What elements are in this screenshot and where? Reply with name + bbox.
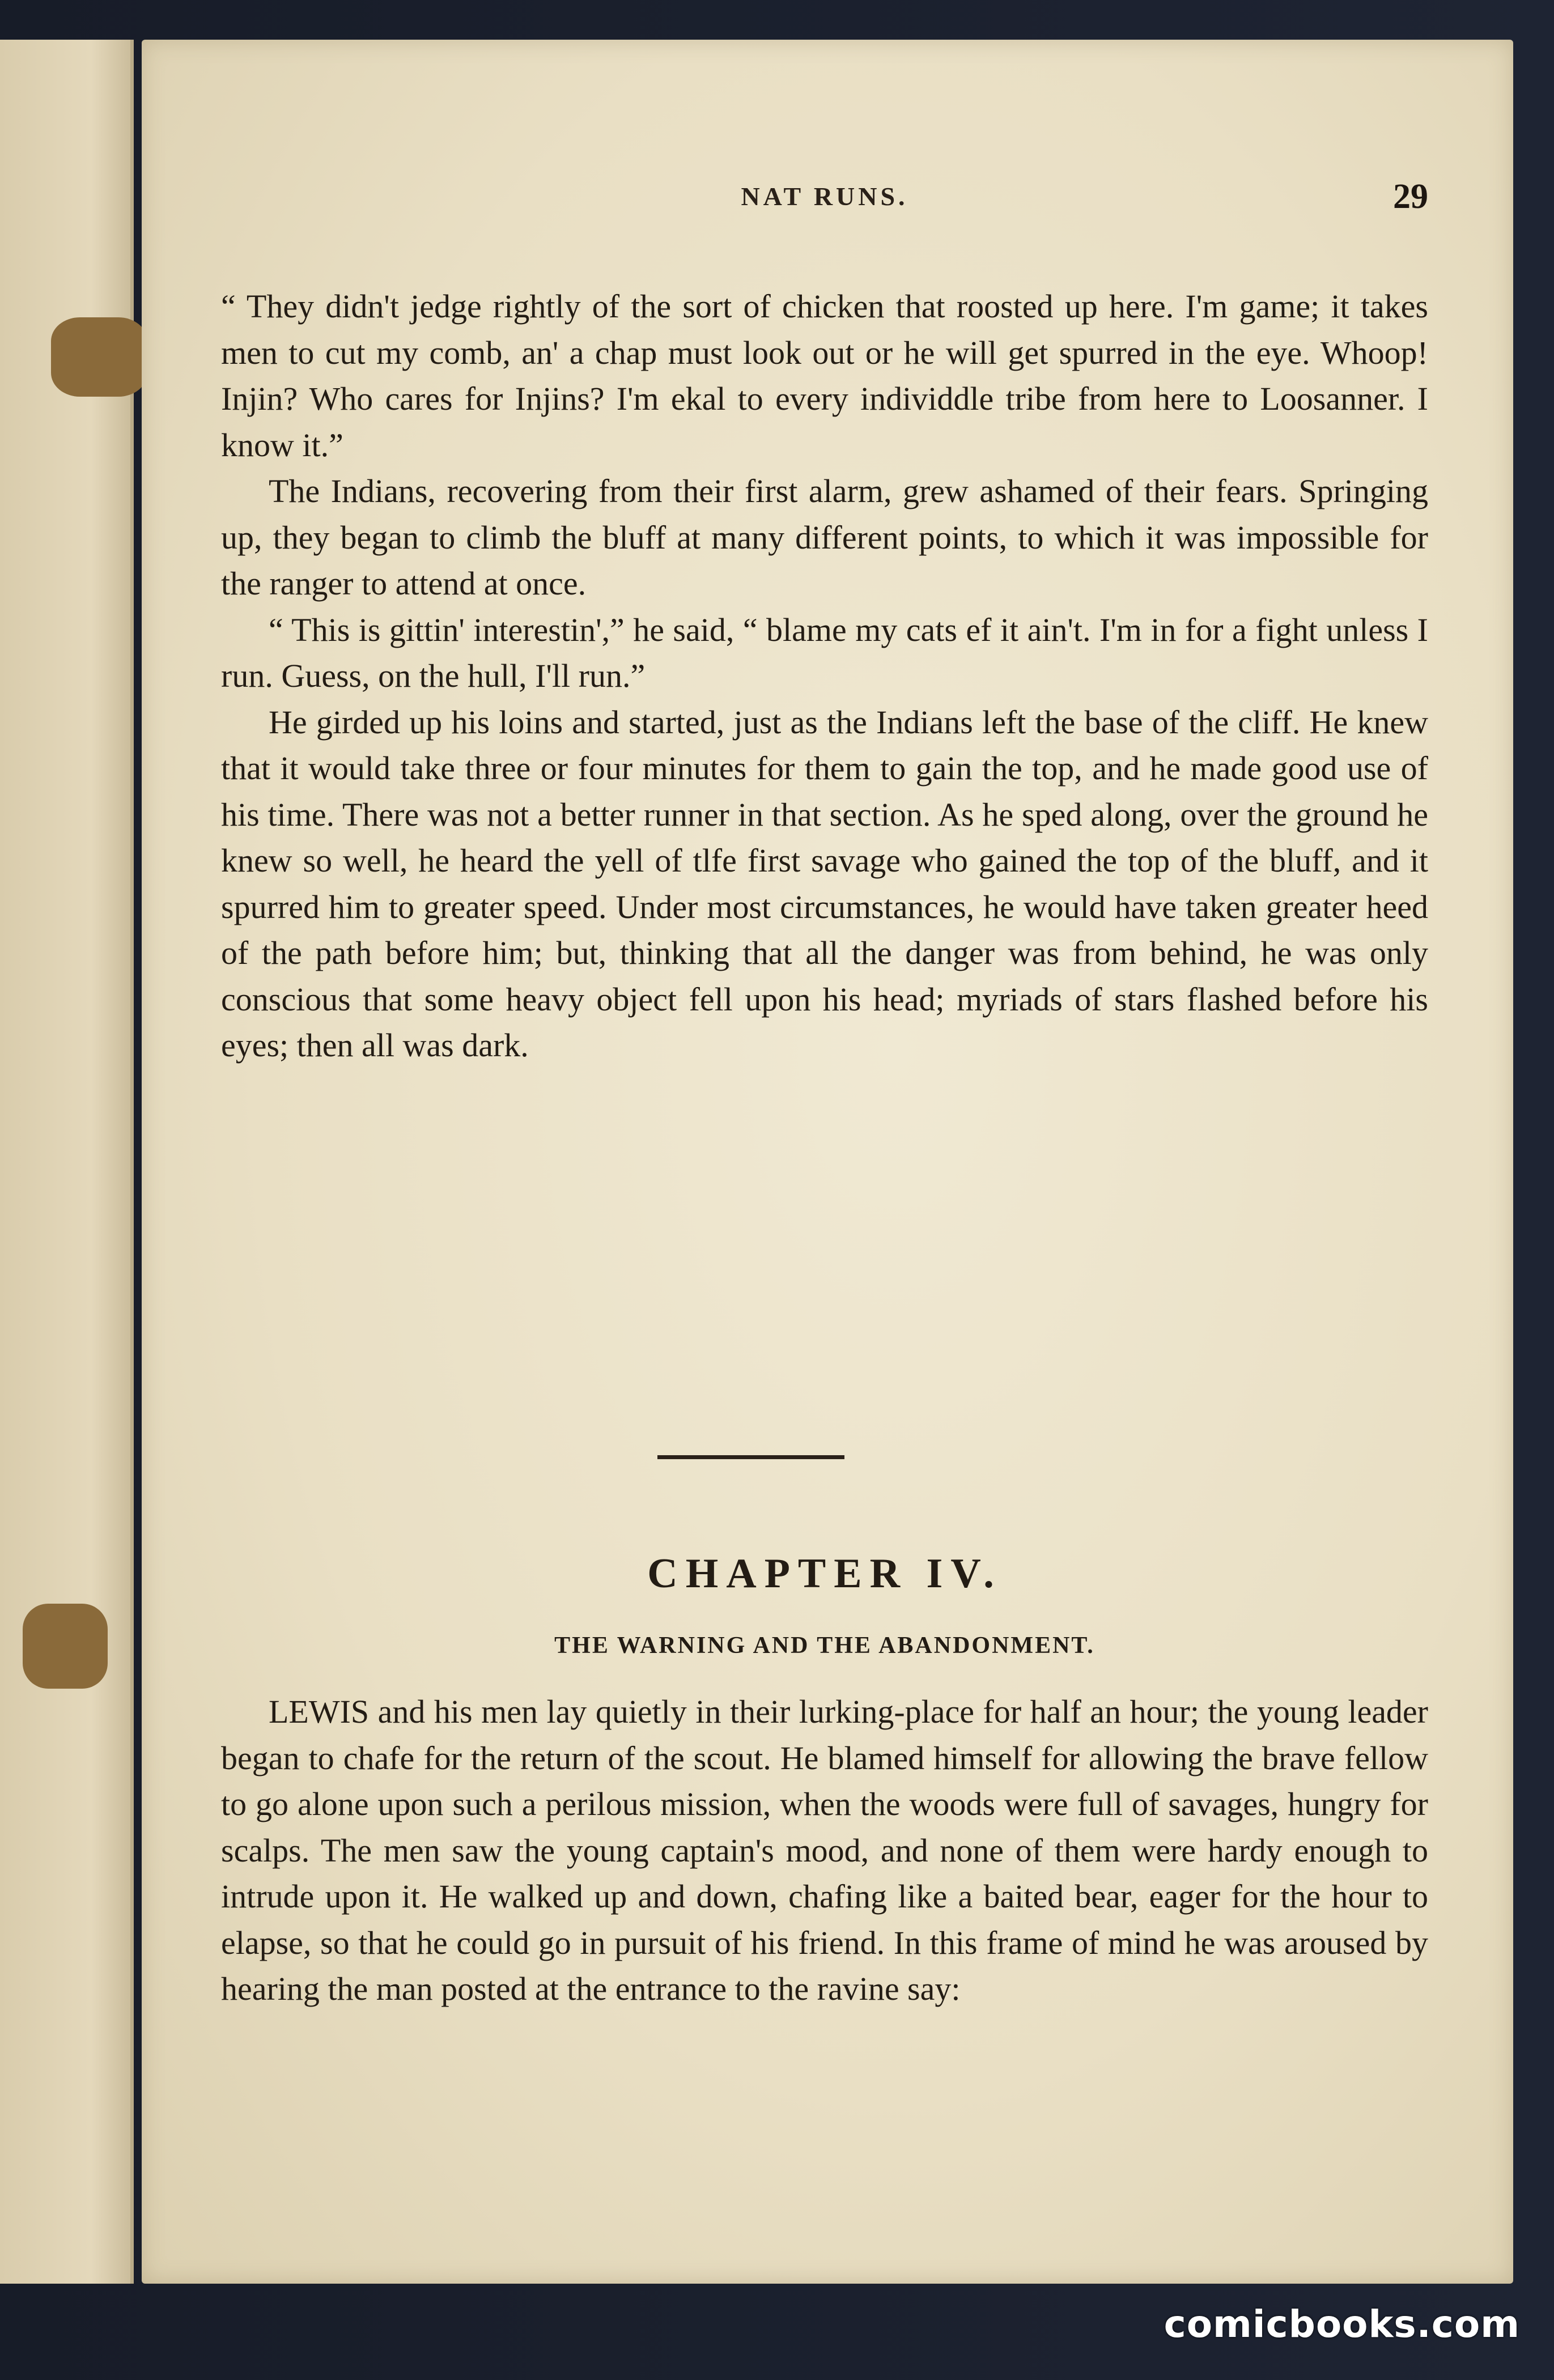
running-title: NAT RUNS.	[741, 182, 908, 211]
binding-tear-bottom	[23, 1604, 108, 1689]
paragraph: LEWIS and his men lay quietly in their lurking-place for half an hour; the young leader began to chafe for the return of the scout. He blamed himself for allowing the brave fellow to go alone upon such a perilous mission, when the woods were full of savages, hungry for scalps. The men saw the young captain's mood, and none of them were hardy enough to intrude upon it. He walked up and down, chafing like a baited bear, eager for the hour to elapse, so that he could go in pursuit of his friend. In this frame of mind he was aroused by hearing the man posted at the entrance to the ravine say:	[221, 1693, 1428, 2007]
site-watermark: comicbooks.com	[1164, 2302, 1520, 2346]
page-number: 29	[1393, 177, 1428, 216]
chapter-text	[221, 1689, 1428, 2012]
section-divider	[657, 1455, 844, 1459]
paragraph: The Indians, recovering from their first alarm, grew ashamed of their fears. Springing up, they began to climb the bluff at many different points, to which it was impossible for the ranger to attend at once.	[221, 473, 1428, 602]
paragraph: He girded up his loins and started, just as the Indians left the base of the cliff. He knew that it would take three or four minutes for them to gain the top, and he made good use of his time. There was not a better runner in that section. As he sped along, over the ground he knew so well, he heard the yell of tlfe first savage who gained the top of the bluff, and it spurred him to greater speed. Under most circumstances, he would have taken greater heed of the path before him; but, thinking that all the danger was from behind, he was only conscious that some heavy object fell upon his head; myriads of stars flashed before his eyes; then all was dark.	[221, 703, 1428, 1064]
book-page	[142, 40, 1513, 2284]
binding-tear-top	[51, 317, 147, 397]
paragraph: “ They didn't jedge rightly of the sort of chicken that roosted up here. I'm game; it takes men to cut my comb, an' a chap must look out or he will get spurred in the eye. Whoop! Injin? Who cares for Injins? I'm ekal to every individdle tribe from here to Loosanner. I know it.”	[221, 288, 1428, 464]
chapter-title: CHAPTER IV.	[647, 1550, 1002, 1597]
body-text	[221, 283, 1428, 1069]
paragraph: “ This is gittin' interestin',” he said, “ blame my cats ef it ain't. I'm in for a fight unless I run. Guess, on the hull, I'll run.”	[221, 611, 1428, 694]
chapter-subtitle: THE WARNING AND THE ABANDONMENT.	[554, 1633, 1095, 1659]
running-head	[221, 177, 1428, 227]
